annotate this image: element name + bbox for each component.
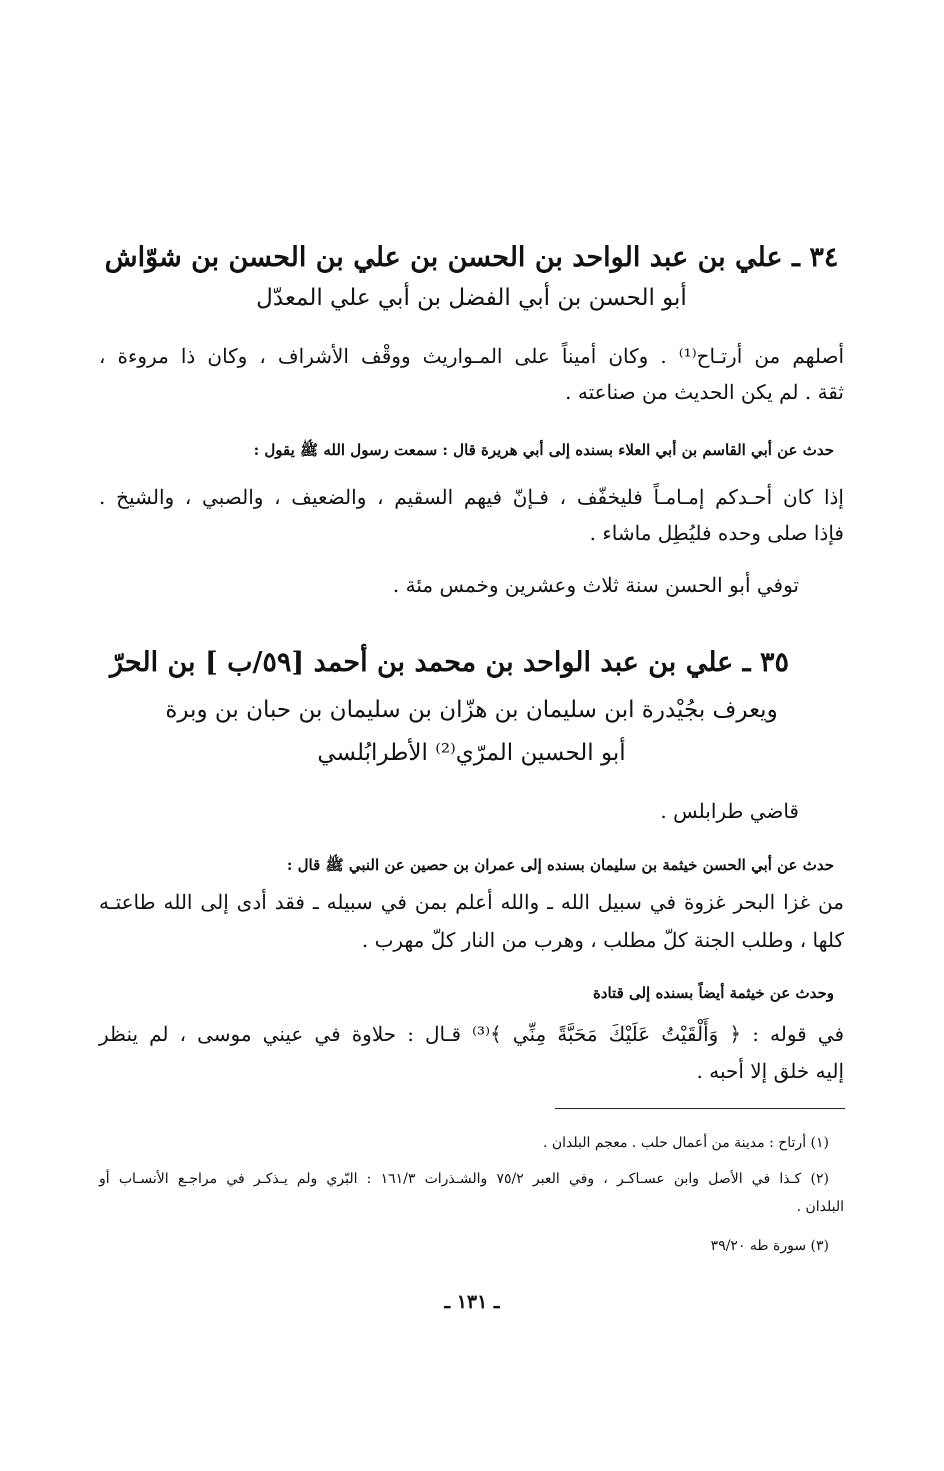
entry-34-hadith-line-1: إذا كان أحـدكم إمـامـاً فليخفّف ، فـإنّ فيهم السقيم ، والضعيف ، والصبي ، والشيخ .: [99, 485, 844, 509]
entry-35-isnad-1: حدث عن أبي الحسن خيثمة بن سليمان بسنده إلى عمران بن حصين عن النبي ﷺ قال :: [286, 856, 834, 874]
footnote-1: (١) أرتاح : مدينة من أعمال حلب . معجم البلدان .: [542, 1135, 829, 1151]
entry-35-tafsir-line-2: إليه خلق إلا أحبه .: [696, 1059, 844, 1083]
entry-35-hadith-line-2: كلها ، وطلب الجنة كلّ مطلب ، وهرب من النار كلّ مهرب .: [361, 928, 844, 952]
entry-35-tafsir-line-1: في قوله : ﴿ وَأَلْقَيْتُ عَلَيْكَ مَحَبَّةً مِنِّي ﴾⁽³⁾ قـال : حلاوة في عيني موسى ، لم ينظر: [99, 1022, 845, 1046]
entry-34-kunya: أبو الحسن بن أبي الفضل بن أبي علي المعدّل: [256, 285, 687, 311]
footnote-2-line-2: البلدان .: [796, 1199, 844, 1215]
entry-35-hadith-line-1: من غزا البحر غزوة في سبيل الله ـ والله أعلم بمن في سبيله ـ فقد أدى إلى الله طاعتـه: [99, 890, 844, 914]
entry-35-heading: ٣٥ ـ علي بن عبد الواحد بن محمد بن أحمد [٥٩/ب ] بن الحرّ: [110, 647, 789, 678]
entry-35-alias: ويعرف بجُيْدرة ابن سليمان بن هزّان بن سليمان بن حبان بن وبرة: [165, 697, 778, 723]
entry-35-isnad-2: وحدث عن خيثمة أيضاً بسنده إلى قتادة: [592, 984, 834, 1002]
entry-34-isnad: حدث عن أبي القاسم بن أبي العلاء بسنده إلى أبي هريرة قال : سمعت رسول الله ﷺ يقول :: [253, 441, 834, 459]
entry-35-office: قاضي طرابلس .: [660, 799, 799, 823]
page-number: ـ ١٣١ ـ: [444, 1291, 500, 1313]
entry-35-kunya: أبو الحسين المرّي⁽²⁾ الأطرابُلسي: [317, 740, 626, 766]
footnote-2-line-1: (٢) كـذا في الأصل وابن عسـاكـر ، وفي العبر ٧٥/٢ والشـذرات ١٦١/٣ : البّري ولم يـذكـر في مراجـع الأنسـاب أو: [99, 1171, 829, 1187]
entry-34-bio-line-2: ثقة . لم يكن الحديث من صناعته .: [565, 380, 844, 404]
entry-34-heading: ٣٤ ـ علي بن عبد الواحد بن الحسن بن علي بن الحسن بن شوّاش: [104, 242, 839, 273]
footnote-separator: [555, 1108, 845, 1109]
entry-34-bio-line-1: أصلهم من أرتـاح⁽¹⁾ . وكان أميناً على المـواريث ووقْف الأشراف ، وكان ذا مروءة ،: [99, 344, 845, 368]
footnote-3: (٣) سورة طه ٣٩/٢٠: [710, 1238, 829, 1254]
entry-34-death: توفي أبو الحسن سنة ثلاث وعشرين وخمس مئة .: [392, 573, 799, 597]
entry-34-hadith-line-2: فإذا صلى وحده فليُطِل ماشاء .: [589, 521, 844, 545]
